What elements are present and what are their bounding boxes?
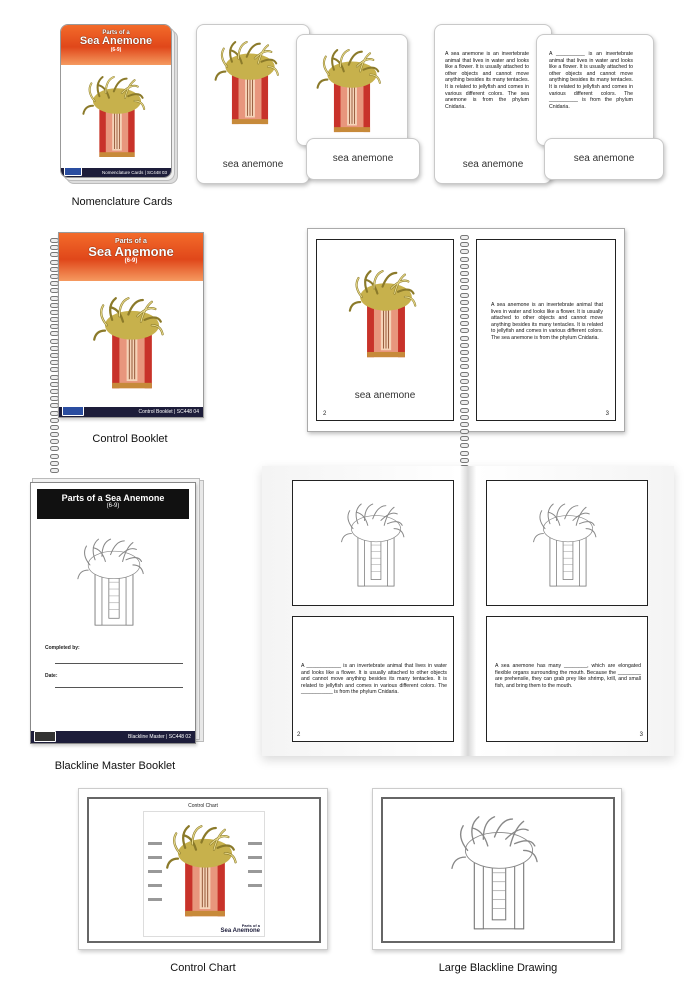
booklet-label: sea anemone	[354, 390, 416, 401]
picture-card-back	[296, 34, 408, 146]
pack-cover	[60, 24, 172, 178]
page-number: 3	[605, 411, 609, 417]
sea-anemone-outline	[71, 527, 157, 633]
brand-logo	[62, 406, 84, 416]
caption-blackline-booklet: Blackline Master Booklet	[54, 760, 176, 772]
caption-large-drawing: Large Blackline Drawing	[438, 962, 558, 974]
blackline-page-bottom-right	[486, 616, 648, 742]
sea-anemone-illustration	[343, 260, 429, 364]
card-label: sea anemone	[332, 153, 394, 164]
chart-brand	[221, 923, 260, 934]
cover-line1: Parts of a	[115, 238, 147, 245]
sea-anemone-outline	[527, 487, 609, 599]
caption-control-booklet: Control Booklet	[92, 433, 168, 445]
control-booklet-cover	[52, 232, 206, 418]
chart-brand-line1: Parts of a	[241, 923, 260, 928]
brand-logo	[64, 167, 82, 176]
caption-nomenclature: Nomenclature Cards	[71, 196, 173, 208]
definition-card-blank	[536, 34, 654, 146]
card-label: sea anemone	[222, 159, 284, 170]
booklet-text: A sea anemone is an invertebrate animal that lives in water and looks like a flower. It is usually attached to other objects and cannot move anything besides its many tentacles. It is related to jellyfish and comes in various different colors. The sea anemone is from the phylum Cnidaria.	[491, 302, 603, 341]
definition-card	[434, 24, 552, 184]
sea-anemone-outline	[443, 803, 555, 937]
brand-logo	[34, 731, 56, 742]
blackline-booklet-cover	[30, 476, 206, 746]
page-number: 2	[323, 411, 327, 417]
control-chart	[78, 788, 328, 950]
cover-grades: (6-9)	[124, 258, 138, 264]
date-label: Date:	[45, 673, 58, 679]
blackline-left-text: A ____________ is an invertebrate animal that lives in water and looks like a flower. It is usually attached to other objects and cannot move anything besides its many tentacles. It is related to jellyfish and comes in various different colors. The ___________ is from the phylum Cnidaria.	[301, 663, 447, 696]
card-label: sea anemone	[462, 159, 524, 170]
blackline-title: Parts of a Sea Anemone	[61, 493, 165, 503]
definition-blank-text: A __________ is an invertebrate animal that lives in water and looks like a flower. It is usually attached to other objects and cannot move anything besides its many tentacles. It is related to jellyfish and comes in various different colors. The __________ is from the phylum Cnidaria.	[549, 51, 633, 110]
completed-by-label: Completed by:	[45, 645, 80, 651]
sea-anemone-illustration	[77, 65, 157, 165]
control-chart-title: Control Chart	[188, 803, 218, 809]
nomenclature-pack	[60, 24, 178, 184]
label-card	[306, 138, 420, 180]
definition-text: A sea anemone is an invertebrate animal that lives in water and looks like a flower. It is usually attached to other objects and cannot move anything besides its many tentacles. It is related to jellyfish and comes in various different colors. The sea anemone is from the phylum Cnidaria.	[445, 51, 529, 110]
label-card	[544, 138, 664, 180]
caption-control-chart: Control Chart	[170, 962, 236, 974]
booklet-footer: Control Booklet | SC448 04	[59, 407, 203, 417]
date-line	[55, 687, 183, 688]
blackline-page-top-right	[486, 480, 648, 606]
sea-anemone-illustration	[160, 814, 250, 924]
large-blackline-drawing	[372, 788, 622, 950]
blackline-footer: Blackline Master | SC448 02	[31, 731, 195, 743]
sea-anemone-illustration	[209, 31, 291, 131]
booklet-page-right	[476, 239, 616, 421]
control-chart-poster	[143, 811, 265, 937]
spiral-binding	[460, 235, 470, 494]
completed-by-line	[55, 663, 183, 664]
cover-grades: (6-9)	[110, 47, 122, 53]
blackline-page-top-left	[292, 480, 454, 606]
page-number: 2	[297, 732, 301, 738]
blackline-grades: (6-9)	[106, 503, 120, 509]
cover-line1: Parts of a	[102, 30, 130, 36]
control-booklet-spread	[307, 228, 625, 432]
booklet-page-left	[316, 239, 454, 421]
chart-brand-line2: Sea Anemone	[220, 928, 260, 934]
cover-line2: Sea Anemone	[88, 244, 174, 259]
sea-anemone-illustration	[87, 285, 177, 397]
card-label: sea anemone	[573, 153, 635, 164]
blackline-title-bar	[37, 489, 189, 519]
page-number: 3	[639, 732, 643, 738]
picture-card	[196, 24, 310, 184]
sea-anemone-outline	[335, 487, 417, 599]
blackline-page-bottom-left	[292, 616, 454, 742]
pack-footer: Nomenclature Cards | SC448 03	[61, 168, 171, 177]
blackline-right-text: A sea anemone has many ________, which are elongated flexible organs surrounding the mouth. Because the ________ are prehensile, they can grab prey like shrimp, krill, and small fish, and bring them to the mouth.	[495, 663, 641, 689]
sea-anemone-illustration	[311, 39, 393, 139]
blackline-spread	[262, 466, 674, 756]
cover-line2: Sea Anemone	[79, 35, 153, 47]
